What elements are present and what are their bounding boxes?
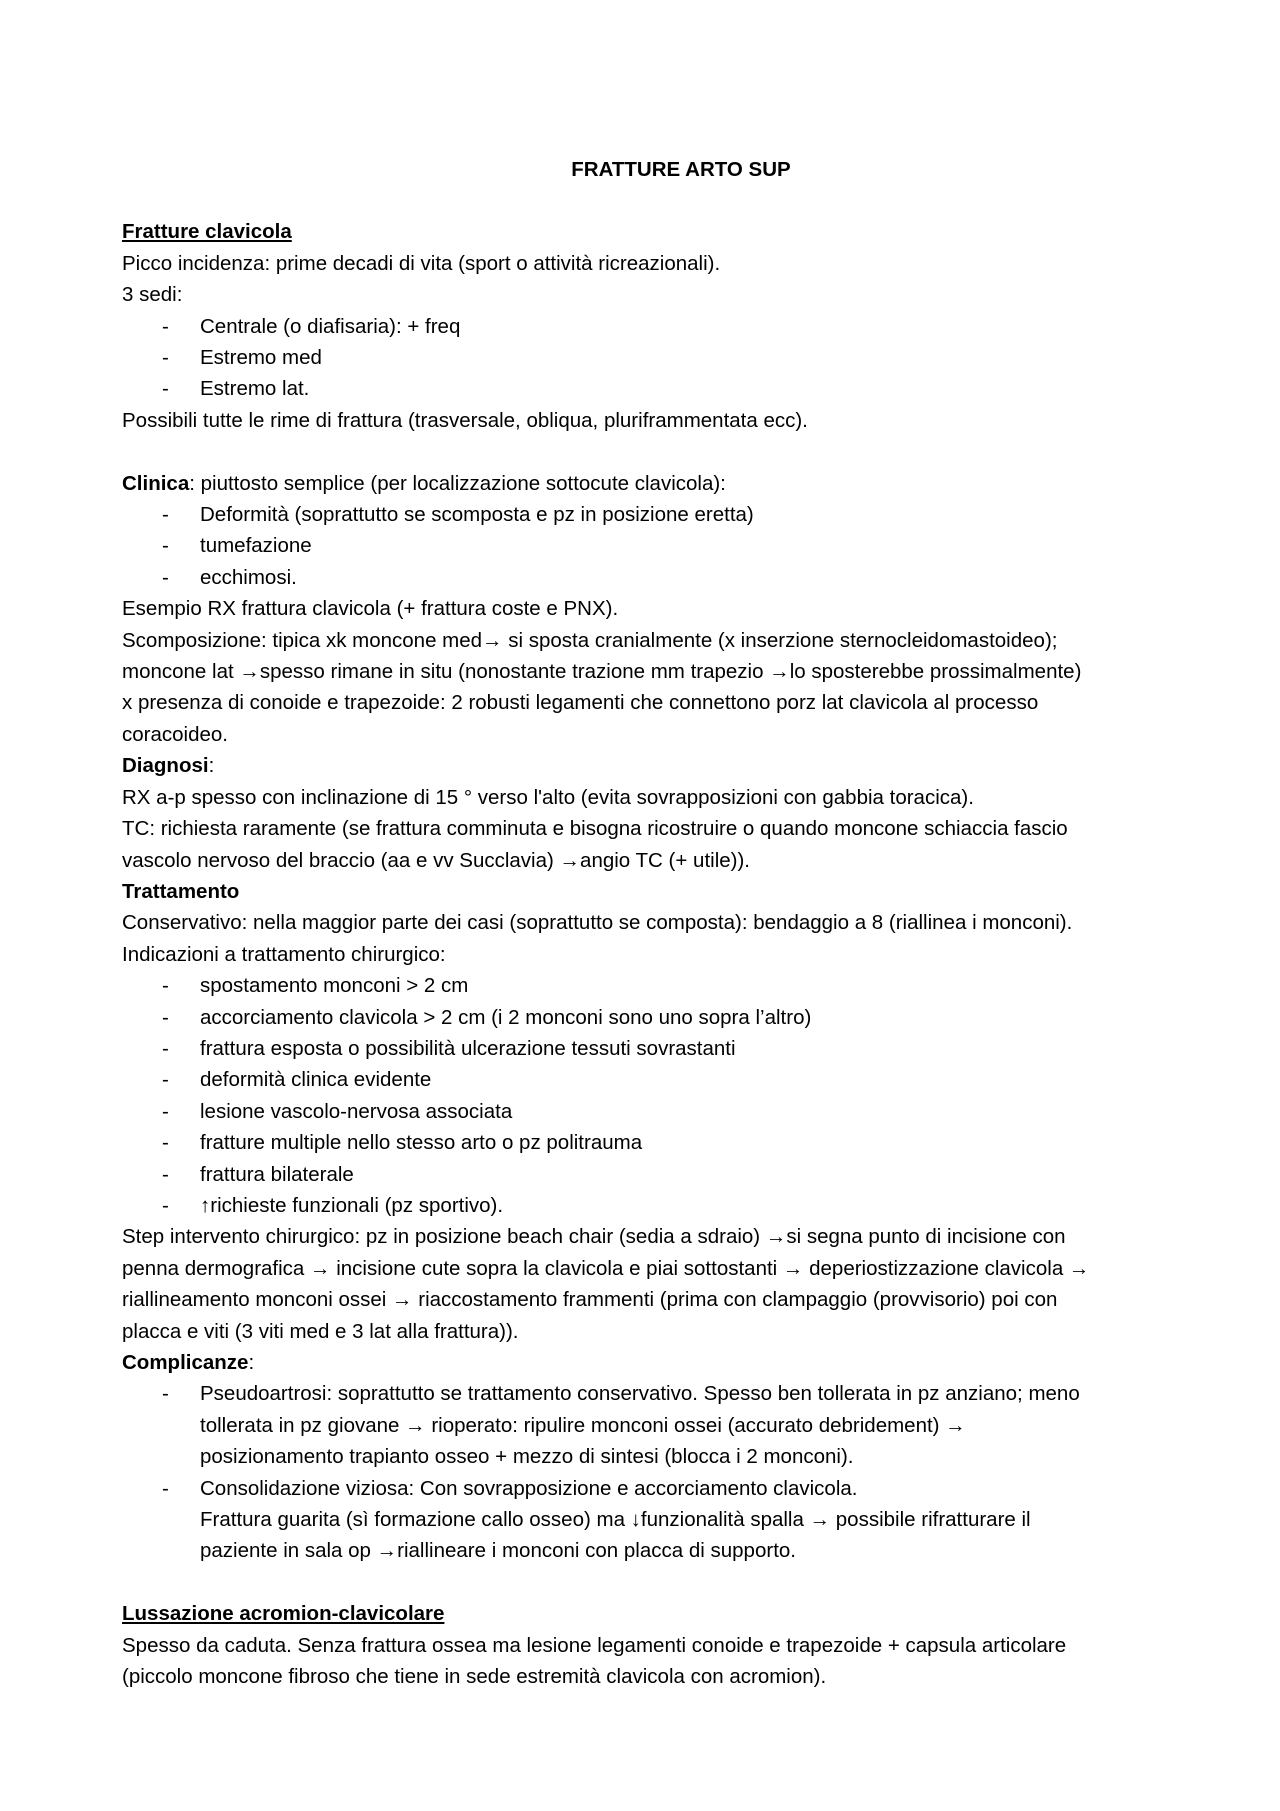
list-item-continuation: paziente in sala op →riallineare i monconi con placca di supporto. [200, 1539, 796, 1563]
list-item-continuation: Frattura guarita (sì formazione callo osseo) ma ↓funzionalità spalla → possibile rifratturare il [200, 1508, 1031, 1532]
list-item [122, 1378, 1182, 1409]
bullet-dash: - [162, 565, 169, 589]
list-item [122, 311, 1182, 342]
paragraph-line: Possibili tutte le rime di frattura (trasversale, obliqua, pluriframmentata ecc). [122, 408, 808, 432]
list-item [122, 373, 1182, 404]
list-item [122, 1159, 1182, 1190]
paragraph-line: Step intervento chirurgico: pz in posizione beach chair (sedia a sdraio) →si segna punto di incisione con [122, 1225, 1066, 1249]
bullet-dash: - [162, 314, 169, 338]
clinica-line [122, 468, 1182, 499]
paragraph-line: 3 sedi: [122, 283, 183, 307]
list-item [122, 342, 1182, 373]
complicanze-colon: : [248, 1351, 255, 1375]
list-item-text: spostamento monconi > 2 cm [200, 974, 469, 998]
section-heading-clavicola: Fratture clavicola [122, 220, 292, 244]
paragraph-line: moncone lat →spesso rimane in situ (nonostante trazione mm trapezio →lo sposterebbe prossimalmente) [122, 660, 1082, 684]
bullet-dash: - [162, 503, 169, 527]
paragraph-line: riallineamento monconi ossei → riaccostamento frammenti (prima con clampaggio (provvisorio) poi con [122, 1288, 1058, 1312]
bullet-dash: - [162, 377, 169, 401]
paragraph-line: Esempio RX frattura clavicola (+ frattura coste e PNX). [122, 597, 619, 621]
list-item-continuation: tollerata in pz giovane → rioperato: ripulire monconi ossei (accurato debridement) → [200, 1413, 966, 1437]
diagnosi-label: Diagnosi [122, 754, 209, 778]
bullet-dash: - [162, 534, 169, 558]
list-item [122, 1127, 1182, 1158]
trattamento-heading: Trattamento [122, 879, 240, 903]
paragraph-line: x presenza di conoide e trapezoide: 2 robusti legamenti che connettono porz lat clavicola al processo [122, 691, 1039, 715]
bullet-dash: - [162, 1036, 169, 1060]
page-title: FRATTURE ARTO SUP [571, 158, 791, 181]
blank-line [122, 1567, 1182, 1598]
paragraph-line: Conservativo: nella maggior parte dei casi (soprattutto se composta): bendaggio a 8 (riallinea i monconi). [122, 911, 1073, 935]
list-item [122, 970, 1182, 1001]
list-item [122, 1096, 1182, 1127]
paragraph-line: penna dermografica → incisione cute sopra la clavicola e piai sottostanti → deperiostizzazione clavicola → [122, 1256, 1090, 1280]
diagnosi-colon: : [208, 754, 215, 778]
list-item-text: Consolidazione viziosa: Con sovrapposizione e accorciamento clavicola. [200, 1476, 858, 1500]
list-item [122, 1064, 1182, 1095]
paragraph-line: Spesso da caduta. Senza frattura ossea ma lesione legamenti conoide e trapezoide + capsula articolare [122, 1633, 1067, 1657]
list-item-text: Centrale (o diafisaria): + freq [200, 314, 461, 338]
list-item [122, 1033, 1182, 1064]
list-item-text: frattura esposta o possibilità ulcerazione tessuti sovrastanti [200, 1036, 736, 1060]
list-item-text: deformità clinica evidente [200, 1068, 432, 1092]
list-item-text: Pseudoartrosi: soprattutto se trattamento conservativo. Spesso ben tollerata in pz anziano; meno [200, 1382, 1080, 1406]
paragraph-line: placca e viti (3 viti med e 3 lat alla frattura)). [122, 1319, 519, 1343]
paragraph-line: Picco incidenza: prime decadi di vita (sport o attività ricreazionali). [122, 251, 721, 275]
list-item-text: frattura bilaterale [200, 1162, 354, 1186]
list-item [122, 1473, 1182, 1504]
bullet-dash: - [162, 1068, 169, 1092]
bullet-dash: - [162, 1476, 169, 1500]
list-item [122, 562, 1182, 593]
bullet-dash: - [162, 974, 169, 998]
list-item-text: Estremo med [200, 346, 322, 370]
document-body [122, 154, 1182, 1692]
bullet-dash: - [162, 1099, 169, 1123]
list-item [122, 1002, 1182, 1033]
paragraph-line: RX a-p spesso con inclinazione di 15 ° verso l'alto (evita sovrapposizioni con gabbia toracica). [122, 785, 974, 809]
bullet-dash: - [162, 1131, 169, 1155]
bullet-dash: - [162, 1382, 169, 1406]
complicanze-heading [122, 1347, 1182, 1378]
list-item-continuation: posizionamento trapianto osseo + mezzo di sintesi (blocca i 2 monconi). [200, 1445, 854, 1469]
bullet-dash: - [162, 346, 169, 370]
diagnosi-heading [122, 750, 1182, 781]
list-item-text: Estremo lat. [200, 377, 310, 401]
paragraph-line: (piccolo moncone fibroso che tiene in sede estremità clavicola con acromion). [122, 1665, 827, 1689]
clinica-label: Clinica [122, 471, 190, 495]
list-item-text: accorciamento clavicola > 2 cm (i 2 monconi sono uno sopra l’altro) [200, 1005, 812, 1029]
paragraph-line: coracoideo. [122, 722, 228, 746]
complicanze-label: Complicanze [122, 1351, 249, 1375]
list-item-text: fratture multiple nello stesso arto o pz politrauma [200, 1131, 643, 1155]
list-item-text: tumefazione [200, 534, 312, 558]
blank-line [122, 436, 1182, 467]
list-item-text: lesione vascolo-nervosa associata [200, 1099, 513, 1123]
clinica-text: : piuttosto semplice (per localizzazione sottocute clavicola): [189, 471, 726, 495]
list-item [122, 1190, 1182, 1221]
bullet-dash: - [162, 1193, 169, 1217]
paragraph-line: Indicazioni a trattamento chirurgico: [122, 942, 446, 966]
list-item-text: ↑richieste funzionali (pz sportivo). [200, 1193, 504, 1217]
bullet-dash: - [162, 1162, 169, 1186]
list-item [122, 530, 1182, 561]
section-heading-lussazione: Lussazione acromion-clavicolare [122, 1602, 445, 1626]
paragraph-line: vascolo nervoso del braccio (aa e vv Succlavia) →angio TC (+ utile)). [122, 848, 750, 872]
list-item-text: Deformità (soprattutto se scomposta e pz in posizione eretta) [200, 503, 754, 527]
bullet-dash: - [162, 1005, 169, 1029]
paragraph-line: TC: richiesta raramente (se frattura comminuta e bisogna ricostruire o quando moncone schiaccia fascio [122, 817, 1068, 841]
list-item [122, 499, 1182, 530]
paragraph-line: Scomposizione: tipica xk moncone med→ si sposta cranialmente (x inserzione sternocleidomastoideo); [122, 628, 1058, 652]
list-item-text: ecchimosi. [200, 565, 297, 589]
